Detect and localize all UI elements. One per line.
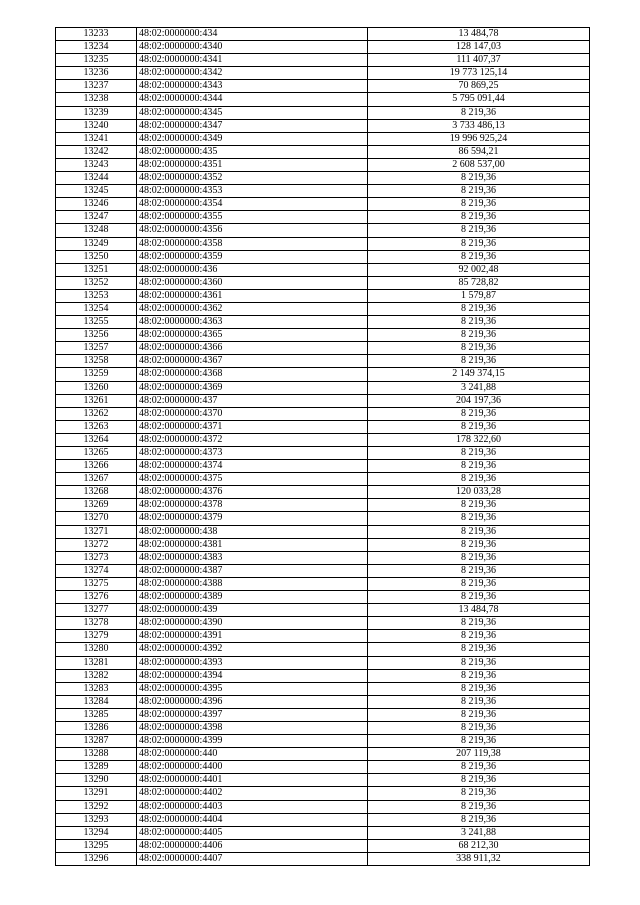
row-number-cell: 13274	[56, 564, 137, 577]
table-row	[56, 682, 590, 695]
cadastral-value-cell: 3 733 486,13	[368, 119, 590, 132]
table-row	[56, 106, 590, 119]
row-number-cell: 13235	[56, 54, 137, 67]
cadastral-value-cell: 8 219,36	[368, 774, 590, 787]
row-number-cell: 13264	[56, 433, 137, 446]
cadastral-number-cell: 48:02:0000000:4392	[137, 643, 368, 656]
row-number-cell: 13259	[56, 368, 137, 381]
table-row	[56, 407, 590, 420]
table-row	[56, 145, 590, 158]
table-row	[56, 158, 590, 171]
cadastral-number-cell: 48:02:0000000:4404	[137, 813, 368, 826]
row-number-cell: 13256	[56, 329, 137, 342]
cadastral-number-cell: 48:02:0000000:4359	[137, 250, 368, 263]
cadastral-value-cell: 338 911,32	[368, 852, 590, 865]
table-row	[56, 669, 590, 682]
row-number-cell: 13287	[56, 735, 137, 748]
row-number-cell: 13247	[56, 211, 137, 224]
cadastral-value-cell: 19 996 925,24	[368, 132, 590, 145]
cadastral-value-cell: 8 219,36	[368, 735, 590, 748]
cadastral-value-cell: 8 219,36	[368, 538, 590, 551]
table-row	[56, 564, 590, 577]
row-number-cell: 13257	[56, 342, 137, 355]
table-row	[56, 80, 590, 93]
row-number-cell: 13278	[56, 617, 137, 630]
row-number-cell: 13261	[56, 394, 137, 407]
table-row	[56, 41, 590, 54]
cadastral-value-cell: 68 212,30	[368, 839, 590, 852]
row-number-cell: 13262	[56, 407, 137, 420]
cadastral-number-cell: 48:02:0000000:4400	[137, 761, 368, 774]
table-row	[56, 67, 590, 80]
cadastral-value-cell: 2 149 374,15	[368, 368, 590, 381]
row-number-cell: 13277	[56, 604, 137, 617]
cadastral-value-cell: 8 219,36	[368, 787, 590, 800]
cadastral-number-cell: 48:02:0000000:4365	[137, 329, 368, 342]
row-number-cell: 13246	[56, 198, 137, 211]
cadastral-number-cell: 48:02:0000000:4372	[137, 433, 368, 446]
cadastral-number-cell: 48:02:0000000:4388	[137, 577, 368, 590]
cadastral-number-cell: 48:02:0000000:4375	[137, 473, 368, 486]
table-row	[56, 826, 590, 839]
row-number-cell: 13293	[56, 813, 137, 826]
cadastral-number-cell: 48:02:0000000:4349	[137, 132, 368, 145]
row-number-cell: 13267	[56, 473, 137, 486]
row-number-cell: 13253	[56, 289, 137, 302]
cadastral-value-cell: 8 219,36	[368, 695, 590, 708]
cadastral-number-cell: 48:02:0000000:4363	[137, 316, 368, 329]
cadastral-number-cell: 48:02:0000000:4405	[137, 826, 368, 839]
cadastral-value-cell: 5 795 091,44	[368, 93, 590, 106]
row-number-cell: 13248	[56, 224, 137, 237]
table-row	[56, 119, 590, 132]
table-row	[56, 721, 590, 734]
cadastral-value-cell: 8 219,36	[368, 813, 590, 826]
table-row	[56, 591, 590, 604]
cadastral-number-cell: 48:02:0000000:4383	[137, 551, 368, 564]
table-row	[56, 433, 590, 446]
row-number-cell: 13263	[56, 420, 137, 433]
cadastral-value-cell: 8 219,36	[368, 669, 590, 682]
table-row	[56, 551, 590, 564]
cadastral-value-cell: 8 219,36	[368, 342, 590, 355]
row-number-cell: 13284	[56, 695, 137, 708]
row-number-cell: 13289	[56, 761, 137, 774]
cadastral-value-cell: 8 219,36	[368, 761, 590, 774]
table-row	[56, 276, 590, 289]
row-number-cell: 13294	[56, 826, 137, 839]
cadastral-number-cell: 48:02:0000000:4402	[137, 787, 368, 800]
cadastral-value-cell: 8 219,36	[368, 355, 590, 368]
row-number-cell: 13250	[56, 250, 137, 263]
cadastral-number-cell: 48:02:0000000:4370	[137, 407, 368, 420]
table-row	[56, 381, 590, 394]
table-row	[56, 342, 590, 355]
row-number-cell: 13242	[56, 145, 137, 158]
row-number-cell: 13266	[56, 460, 137, 473]
cadastral-number-cell: 48:02:0000000:4345	[137, 106, 368, 119]
table-row	[56, 761, 590, 774]
cadastral-number-cell: 48:02:0000000:4391	[137, 630, 368, 643]
cadastral-number-cell: 48:02:0000000:4351	[137, 158, 368, 171]
table-row	[56, 368, 590, 381]
table-row	[56, 774, 590, 787]
cadastral-number-cell: 48:02:0000000:4397	[137, 708, 368, 721]
table-row	[56, 617, 590, 630]
table-row	[56, 132, 590, 145]
cadastral-number-cell: 48:02:0000000:4353	[137, 185, 368, 198]
cadastral-number-cell: 48:02:0000000:4366	[137, 342, 368, 355]
cadastral-value-cell: 8 219,36	[368, 237, 590, 250]
cadastral-value-cell: 8 219,36	[368, 499, 590, 512]
table-row	[56, 708, 590, 721]
cadastral-value-cell: 8 219,36	[368, 224, 590, 237]
cadastral-value-cell: 3 241,88	[368, 381, 590, 394]
row-number-cell: 13271	[56, 525, 137, 538]
cadastral-value-cell: 13 484,78	[368, 28, 590, 41]
cadastral-value-cell: 8 219,36	[368, 682, 590, 695]
table-row	[56, 302, 590, 315]
row-number-cell: 13282	[56, 669, 137, 682]
cadastral-number-cell: 48:02:0000000:4394	[137, 669, 368, 682]
table-row	[56, 787, 590, 800]
cadastral-value-cell: 8 219,36	[368, 329, 590, 342]
row-number-cell: 13236	[56, 67, 137, 80]
row-number-cell: 13283	[56, 682, 137, 695]
cadastral-value-cell: 8 219,36	[368, 551, 590, 564]
cadastral-number-cell: 48:02:0000000:4373	[137, 447, 368, 460]
cadastral-number-cell: 48:02:0000000:4378	[137, 499, 368, 512]
row-number-cell: 13275	[56, 577, 137, 590]
row-number-cell: 13241	[56, 132, 137, 145]
cadastral-value-cell: 8 219,36	[368, 800, 590, 813]
table-row	[56, 643, 590, 656]
cadastral-value-cell: 19 773 125,14	[368, 67, 590, 80]
cadastral-value-cell: 178 322,60	[368, 433, 590, 446]
row-number-cell: 13276	[56, 591, 137, 604]
row-number-cell: 13233	[56, 28, 137, 41]
row-number-cell: 13286	[56, 721, 137, 734]
cadastral-value-cell: 8 219,36	[368, 250, 590, 263]
cadastral-number-cell: 48:02:0000000:4396	[137, 695, 368, 708]
table-row	[56, 813, 590, 826]
row-number-cell: 13273	[56, 551, 137, 564]
table-row	[56, 394, 590, 407]
cadastral-number-cell: 48:02:0000000:436	[137, 263, 368, 276]
table-row	[56, 748, 590, 761]
cadastral-value-cell: 8 219,36	[368, 407, 590, 420]
table-row	[56, 93, 590, 106]
cadastral-value-cell: 111 407,37	[368, 54, 590, 67]
table-row	[56, 486, 590, 499]
cadastral-number-cell: 48:02:0000000:4395	[137, 682, 368, 695]
table-row	[56, 538, 590, 551]
row-number-cell: 13234	[56, 41, 137, 54]
cadastral-number-cell: 48:02:0000000:437	[137, 394, 368, 407]
cadastral-number-cell: 48:02:0000000:4401	[137, 774, 368, 787]
table-row	[56, 355, 590, 368]
table-row	[56, 473, 590, 486]
cadastral-number-cell: 48:02:0000000:4358	[137, 237, 368, 250]
cadastral-value-cell: 8 219,36	[368, 447, 590, 460]
row-number-cell: 13270	[56, 512, 137, 525]
cadastral-number-cell: 48:02:0000000:4393	[137, 656, 368, 669]
cadastral-number-cell: 48:02:0000000:4369	[137, 381, 368, 394]
cadastral-number-cell: 48:02:0000000:4356	[137, 224, 368, 237]
cadastral-number-cell: 48:02:0000000:438	[137, 525, 368, 538]
cadastral-number-cell: 48:02:0000000:435	[137, 145, 368, 158]
table-row	[56, 460, 590, 473]
table-row	[56, 329, 590, 342]
cadastral-number-cell: 48:02:0000000:4367	[137, 355, 368, 368]
cadastral-number-cell: 48:02:0000000:4354	[137, 198, 368, 211]
cadastral-number-cell: 48:02:0000000:4407	[137, 852, 368, 865]
cadastral-number-cell: 48:02:0000000:4390	[137, 617, 368, 630]
table-row	[56, 695, 590, 708]
row-number-cell: 13296	[56, 852, 137, 865]
cadastral-number-cell: 48:02:0000000:4361	[137, 289, 368, 302]
cadastral-number-cell: 48:02:0000000:4360	[137, 276, 368, 289]
row-number-cell: 13295	[56, 839, 137, 852]
row-number-cell: 13245	[56, 185, 137, 198]
cadastral-value-cell: 3 241,88	[368, 826, 590, 839]
cadastral-number-cell: 48:02:0000000:434	[137, 28, 368, 41]
cadastral-value-cell: 8 219,36	[368, 420, 590, 433]
row-number-cell: 13288	[56, 748, 137, 761]
cadastral-number-cell: 48:02:0000000:4389	[137, 591, 368, 604]
table-row	[56, 656, 590, 669]
cadastral-number-cell: 48:02:0000000:4368	[137, 368, 368, 381]
cadastral-number-cell: 48:02:0000000:4340	[137, 41, 368, 54]
cadastral-number-cell: 48:02:0000000:4398	[137, 721, 368, 734]
table-row	[56, 512, 590, 525]
cadastral-number-cell: 48:02:0000000:440	[137, 748, 368, 761]
row-number-cell: 13239	[56, 106, 137, 119]
cadastral-value-cell: 8 219,36	[368, 708, 590, 721]
table-row	[56, 316, 590, 329]
cadastral-value-cell: 8 219,36	[368, 106, 590, 119]
cadastral-value-cell: 8 219,36	[368, 721, 590, 734]
cadastral-value-cell: 204 197,36	[368, 394, 590, 407]
table-row	[56, 198, 590, 211]
cadastral-value-cell: 8 219,36	[368, 302, 590, 315]
table-row	[56, 224, 590, 237]
row-number-cell: 13254	[56, 302, 137, 315]
cadastral-number-cell: 48:02:0000000:4381	[137, 538, 368, 551]
cadastral-value-cell: 8 219,36	[368, 591, 590, 604]
table-row	[56, 839, 590, 852]
row-number-cell: 13240	[56, 119, 137, 132]
cadastral-number-cell: 48:02:0000000:4403	[137, 800, 368, 813]
row-number-cell: 13272	[56, 538, 137, 551]
cadastral-value-cell: 8 219,36	[368, 512, 590, 525]
row-number-cell: 13269	[56, 499, 137, 512]
cadastral-value-cell: 207 119,38	[368, 748, 590, 761]
cadastral-value-cell: 8 219,36	[368, 211, 590, 224]
row-number-cell: 13290	[56, 774, 137, 787]
row-number-cell: 13251	[56, 263, 137, 276]
row-number-cell: 13237	[56, 80, 137, 93]
cadastral-value-table	[55, 27, 590, 866]
row-number-cell: 13280	[56, 643, 137, 656]
row-number-cell: 13260	[56, 381, 137, 394]
table-body	[56, 28, 590, 866]
row-number-cell: 13279	[56, 630, 137, 643]
cadastral-number-cell: 48:02:0000000:4342	[137, 67, 368, 80]
table-row	[56, 28, 590, 41]
row-number-cell: 13238	[56, 93, 137, 106]
cadastral-value-cell: 120 033,28	[368, 486, 590, 499]
table-row	[56, 54, 590, 67]
row-number-cell: 13258	[56, 355, 137, 368]
cadastral-value-cell: 2 608 537,00	[368, 158, 590, 171]
cadastral-value-cell: 92 002,48	[368, 263, 590, 276]
cadastral-number-cell: 48:02:0000000:4352	[137, 172, 368, 185]
table-row	[56, 420, 590, 433]
cadastral-value-cell: 8 219,36	[368, 643, 590, 656]
row-number-cell: 13252	[56, 276, 137, 289]
cadastral-value-cell: 13 484,78	[368, 604, 590, 617]
cadastral-number-cell: 48:02:0000000:4341	[137, 54, 368, 67]
table-row	[56, 250, 590, 263]
cadastral-number-cell: 48:02:0000000:4347	[137, 119, 368, 132]
row-number-cell: 13255	[56, 316, 137, 329]
cadastral-number-cell: 48:02:0000000:4376	[137, 486, 368, 499]
row-number-cell: 13244	[56, 172, 137, 185]
cadastral-value-cell: 86 594,21	[368, 145, 590, 158]
row-number-cell: 13268	[56, 486, 137, 499]
cadastral-number-cell: 48:02:0000000:4387	[137, 564, 368, 577]
cadastral-number-cell: 48:02:0000000:4355	[137, 211, 368, 224]
row-number-cell: 13292	[56, 800, 137, 813]
cadastral-value-cell: 8 219,36	[368, 617, 590, 630]
table-row	[56, 289, 590, 302]
cadastral-number-cell: 48:02:0000000:4344	[137, 93, 368, 106]
table-row	[56, 525, 590, 538]
cadastral-value-cell: 8 219,36	[368, 630, 590, 643]
cadastral-number-cell: 48:02:0000000:439	[137, 604, 368, 617]
cadastral-number-cell: 48:02:0000000:4371	[137, 420, 368, 433]
cadastral-value-cell: 128 147,03	[368, 41, 590, 54]
row-number-cell: 13285	[56, 708, 137, 721]
table-row	[56, 630, 590, 643]
cadastral-number-cell: 48:02:0000000:4374	[137, 460, 368, 473]
cadastral-value-cell: 8 219,36	[368, 564, 590, 577]
cadastral-value-cell: 8 219,36	[368, 185, 590, 198]
cadastral-value-cell: 70 869,25	[368, 80, 590, 93]
cadastral-value-cell: 8 219,36	[368, 316, 590, 329]
cadastral-number-cell: 48:02:0000000:4379	[137, 512, 368, 525]
table-row	[56, 447, 590, 460]
cadastral-number-cell: 48:02:0000000:4406	[137, 839, 368, 852]
cadastral-value-cell: 1 579,87	[368, 289, 590, 302]
table-row	[56, 185, 590, 198]
cadastral-value-cell: 85 728,82	[368, 276, 590, 289]
cadastral-value-cell: 8 219,36	[368, 577, 590, 590]
table-row	[56, 237, 590, 250]
table-row	[56, 172, 590, 185]
cadastral-value-cell: 8 219,36	[368, 198, 590, 211]
table-row	[56, 800, 590, 813]
row-number-cell: 13265	[56, 447, 137, 460]
table-row	[56, 604, 590, 617]
table-row	[56, 852, 590, 865]
table-row	[56, 263, 590, 276]
table-row	[56, 577, 590, 590]
row-number-cell: 13281	[56, 656, 137, 669]
row-number-cell: 13243	[56, 158, 137, 171]
cadastral-number-cell: 48:02:0000000:4362	[137, 302, 368, 315]
cadastral-value-cell: 8 219,36	[368, 172, 590, 185]
cadastral-value-cell: 8 219,36	[368, 473, 590, 486]
cadastral-value-cell: 8 219,36	[368, 525, 590, 538]
cadastral-number-cell: 48:02:0000000:4343	[137, 80, 368, 93]
cadastral-value-cell: 8 219,36	[368, 656, 590, 669]
table-row	[56, 735, 590, 748]
table-row	[56, 499, 590, 512]
cadastral-number-cell: 48:02:0000000:4399	[137, 735, 368, 748]
cadastral-value-cell: 8 219,36	[368, 460, 590, 473]
row-number-cell: 13291	[56, 787, 137, 800]
table-row	[56, 211, 590, 224]
row-number-cell: 13249	[56, 237, 137, 250]
